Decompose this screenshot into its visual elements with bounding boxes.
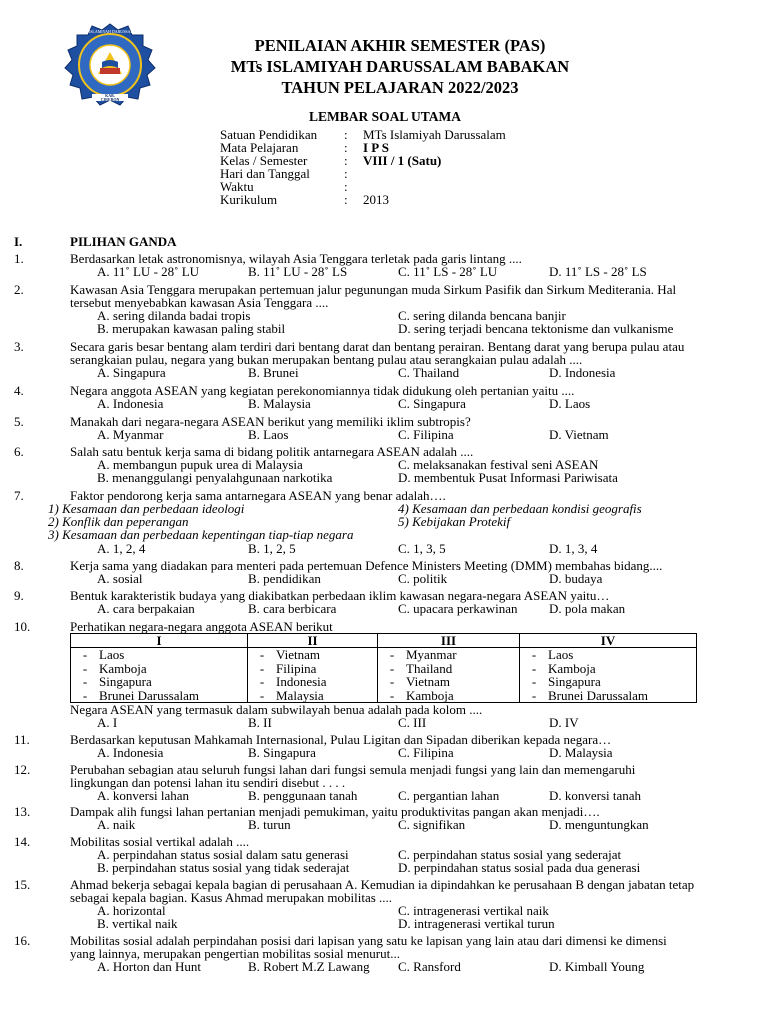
option-a: A. cara berpakaian: [97, 601, 195, 616]
list-dash: -: [531, 674, 537, 690]
country-name: Vietnam: [406, 674, 450, 690]
identity-label: Satuan Pendidikan: [220, 127, 318, 142]
option-b: B. cara berbicara: [248, 601, 337, 616]
option-a: A. Myanmar: [97, 427, 164, 442]
column-header: III: [378, 634, 520, 648]
option-c: C. politik: [398, 571, 448, 586]
list-dash: -: [82, 660, 88, 676]
identity-colon: :: [344, 153, 348, 168]
question-text: sebagai kepala bagian. Kasus Ahmad merupakan mobilitas ....: [70, 890, 393, 905]
list-dash: -: [259, 660, 265, 676]
identity-colon: :: [344, 127, 348, 142]
option-d: D. menguntungkan: [549, 817, 649, 832]
table-cell: [71, 648, 248, 703]
option-a: A. I: [97, 715, 118, 730]
list-dash: -: [259, 647, 265, 663]
option-b: B. penggunaan tanah: [248, 788, 358, 803]
section-number: I.: [14, 234, 23, 249]
option-c: C. sering dilanda bencana banjir: [398, 308, 566, 323]
question-text: Secara garis besar bentang alam terdiri dari bentang darat dan bentang perairan. Bentang darat yang berupa pulau atau: [70, 339, 685, 354]
question-text: Negara anggota ASEAN yang kegiatan perekonomiannya tidak didukung oleh pertanian yaitu ....: [70, 383, 575, 398]
country-name: Malaysia: [276, 687, 324, 703]
question-text: yang lainnya, merupakan pengertian mobilitas sosial menurut...: [70, 946, 400, 961]
option-a: A. 1, 2, 4: [97, 541, 146, 556]
option-b: B. Malaysia: [248, 396, 311, 411]
identity-value-subject: I P S: [363, 140, 390, 155]
option-d: D. konversi tanah: [549, 788, 642, 803]
country-name: Brunei Darussalam: [548, 687, 649, 703]
question-text: Ahmad bekerja sebagai kepala bagian di perusahaan A. Kemudian ia dipindahkan ke perusahaan B dengan jabatan tetap: [70, 877, 695, 892]
option-b: B. 1, 2, 5: [248, 541, 296, 556]
country-name: Laos: [99, 647, 125, 663]
question-number: 7.: [14, 488, 24, 503]
question-text: Manakah dari negara-negara ASEAN berikut yang memiliki iklim subtropis?: [70, 414, 471, 429]
country-name: Thailand: [406, 660, 453, 676]
option-c: C. Ransford: [398, 959, 461, 974]
option-c: C. upacara perkawinan: [398, 601, 518, 616]
option-b: B. pendidikan: [248, 571, 321, 586]
list-dash: -: [259, 687, 265, 703]
question-number: 12.: [14, 762, 31, 777]
table-row: [71, 648, 697, 703]
country-name: Kamboja: [99, 660, 147, 676]
identity-label: Kelas / Semester: [220, 153, 308, 168]
question-text: Mobilitas sosial adalah perpindahan posisi dari lapisan yang satu ke lapisan yang lain atau dari dimensi ke dimensi: [70, 933, 667, 948]
option-d: D. intragenerasi vertikal turun: [398, 916, 555, 931]
question-number: 15.: [14, 877, 31, 892]
option-b: B. merupakan kawasan paling stabil: [97, 321, 286, 336]
identity-value-class: VIII / 1 (Satu): [363, 153, 442, 168]
option-b: B. turun: [248, 817, 291, 832]
option-c: C. signifikan: [398, 817, 466, 832]
question-number: 10.: [14, 619, 31, 634]
list-dash: -: [531, 687, 537, 703]
question-number: 13.: [14, 804, 31, 819]
question-followup-text: Negara ASEAN yang termasuk dalam subwilayah benua adalah pada kolom ....: [70, 702, 483, 717]
list-dash: -: [531, 647, 537, 663]
question-text: Berdasarkan letak astronomisnya, wilayah Asia Tenggara terletak pada garis lintang ....: [70, 251, 522, 266]
question-text: Perubahan sebagian atau seluruh fungsi lahan dari fungsi semula menjadi fungsi yang lain dan memengaruhi: [70, 762, 636, 777]
country-name: Vietnam: [276, 647, 320, 663]
table-cell: [248, 648, 378, 703]
option-c: C. pergantian lahan: [398, 788, 500, 803]
column-header: I: [71, 634, 248, 648]
option-a: A. Singapura: [97, 365, 166, 380]
question-number: 8.: [14, 558, 24, 573]
question-text: Dampak alih fungsi lahan pertanian menjadi pemukiman, yaitu produktivitas pangan akan menjadi….: [70, 804, 600, 819]
question-text: lingkungan dan potensi lahan itu sendiri disebut . . . .: [70, 775, 346, 790]
header-title-line2: MTs ISLAMIYAH DARUSSALAM BABAKAN: [230, 57, 570, 76]
option-b: B. Singapura: [248, 745, 316, 760]
statement-item: 1) Kesamaan dan perbedaan ideologi: [48, 501, 245, 516]
question-number: 5.: [14, 414, 24, 429]
option-d: D. membentuk Pusat Informasi Pariwisata: [398, 470, 618, 485]
statement-item: 4) Kesamaan dan perbedaan kondisi geografis: [398, 501, 642, 516]
option-d: D. 1, 3, 4: [549, 541, 598, 556]
sheet-subtitle: LEMBAR SOAL UTAMA: [308, 109, 461, 124]
question-text: Salah satu bentuk kerja sama di bidang politik antarnegara ASEAN adalah ....: [70, 444, 474, 459]
option-c: C. Filipina: [398, 745, 454, 760]
section-title: PILIHAN GANDA: [70, 234, 177, 249]
statement-item: 3) Kesamaan dan perbedaan kepentingan tiap-tiap negara: [48, 527, 354, 542]
list-dash: -: [82, 687, 88, 703]
country-name: Myanmar: [406, 647, 457, 663]
question-text: Berdasarkan keputusan Mahkamah Internasional, Pulau Ligitan dan Sipadan diberikan kepada negara…: [70, 732, 612, 747]
header-title-line1: PENILAIAN AKHIR SEMESTER (PAS): [254, 36, 546, 55]
option-c: C. perpindahan status sosial yang sederajat: [398, 847, 622, 862]
option-d: D. Indonesia: [549, 365, 616, 380]
option-b: B. Brunei: [248, 365, 299, 380]
option-a: A. Indonesia: [97, 745, 164, 760]
option-a: A. Indonesia: [97, 396, 164, 411]
identity-colon: :: [344, 140, 348, 155]
list-dash: -: [389, 687, 395, 703]
option-b: B. Laos: [248, 427, 289, 442]
option-a: A. konversi lahan: [97, 788, 190, 803]
table-header-row: [71, 634, 697, 648]
identity-colon: :: [344, 166, 348, 181]
country-name: Singapura: [99, 674, 152, 690]
question-number: 14.: [14, 834, 31, 849]
question-text: Bentuk karakteristik budaya yang diakibatkan perbedaan iklim kawasan negara-negara ASEAN yaitu…: [70, 588, 610, 603]
statement-item: 2) Konflik dan peperangan: [48, 514, 189, 529]
option-b: B. 11˚ LU - 28˚ LS: [248, 264, 348, 279]
list-dash: -: [389, 647, 395, 663]
option-d: D. Laos: [549, 396, 591, 411]
asean-countries-table: [70, 633, 697, 703]
question-number: 6.: [14, 444, 24, 459]
option-a: A. membangun pupuk urea di Malaysia: [97, 457, 303, 472]
country-name: Indonesia: [276, 674, 327, 690]
option-c: C. III: [398, 715, 427, 730]
option-d: D. Vietnam: [549, 427, 609, 442]
statement-item: 5) Kebijakan Protekif: [398, 514, 511, 529]
question-text: tersebut menyebabkan kawasan Asia Tenggara ....: [70, 295, 329, 310]
option-d: D. pola makan: [549, 601, 626, 616]
option-c: C. melaksanakan festival seni ASEAN: [398, 457, 599, 472]
question-number: 1.: [14, 251, 24, 266]
option-d: D. Kimball Young: [549, 959, 645, 974]
list-dash: -: [531, 660, 537, 676]
logo-ring-text: MTs ISLAMIYAH DARUSSALAM: [80, 29, 140, 34]
list-dash: -: [389, 660, 395, 676]
header-title-line3: TAHUN PELAJARAN 2022/2023: [281, 78, 519, 97]
country-name: Kamboja: [548, 660, 596, 676]
logo-caption: KAB. CIREBON: [100, 93, 120, 102]
list-dash: -: [82, 674, 88, 690]
option-d: D. 11˚ LS - 28˚ LS: [549, 264, 647, 279]
question-number: 2.: [14, 282, 24, 297]
option-d: D. IV: [549, 715, 579, 730]
option-c: C. 1, 3, 5: [398, 541, 446, 556]
identity-label: Mata Pelajaran: [220, 140, 299, 155]
country-name: Laos: [548, 647, 574, 663]
question-text: Mobilitas sosial vertikal adalah ....: [70, 834, 250, 849]
country-name: Singapura: [548, 674, 601, 690]
question-text: Faktor pendorong kerja sama antarnegara ASEAN yang benar adalah….: [70, 488, 446, 503]
option-d: D. budaya: [549, 571, 603, 586]
question-number: 16.: [14, 933, 31, 948]
option-b: B. menanggulangi penyalahgunaan narkotika: [97, 470, 333, 485]
option-a: A. horizontal: [97, 903, 166, 918]
question-number: 4.: [14, 383, 24, 398]
list-dash: -: [82, 647, 88, 663]
option-a: A. Horton dan Hunt: [97, 959, 201, 974]
option-a: A. sering dilanda badai tropis: [97, 308, 251, 323]
country-name: Filipina: [276, 660, 317, 676]
identity-label: Kurikulum: [220, 192, 278, 207]
list-dash: -: [259, 674, 265, 690]
identity-value-curriculum: 2013: [363, 192, 389, 207]
question-number: 9.: [14, 588, 24, 603]
country-name: Brunei Darussalam: [99, 687, 200, 703]
option-a: A. 11˚ LU - 28˚ LU: [97, 264, 200, 279]
option-c: C. Singapura: [398, 396, 466, 411]
identity-colon: :: [344, 179, 348, 194]
table-cell: [378, 648, 520, 703]
option-b: B. vertikal naik: [97, 916, 178, 931]
option-d: D. perpindahan status sosial pada dua generasi: [398, 860, 641, 875]
question-text: Kerja sama yang diadakan para menteri pada pertemuan Defence Ministers Meeting (DMM) membahas bidang....: [70, 558, 663, 573]
option-b: B. II: [248, 715, 272, 730]
option-a: A. naik: [97, 817, 136, 832]
table-cell: [520, 648, 697, 703]
option-b: B. Robert M.Z Lawang: [248, 959, 370, 974]
question-text: Kawasan Asia Tenggara merupakan pertemuan jalur pegunungan muda Sirkum Pasifik dan Sirkum Mediterania. Hal: [70, 282, 677, 297]
option-b: B. perpindahan status sosial yang tidak sederajat: [97, 860, 350, 875]
list-dash: -: [389, 674, 395, 690]
identity-label: Hari dan Tanggal: [220, 166, 310, 181]
identity-colon: :: [344, 192, 348, 207]
column-header: II: [248, 634, 378, 648]
question-text: serangkaian pulau, negara yang bukan merupakan bentang pulau atau serangkaian pulau adalah ....: [70, 352, 583, 367]
option-c: C. intragenerasi vertikal naik: [398, 903, 549, 918]
question-number: 3.: [14, 339, 24, 354]
option-d: D. Malaysia: [549, 745, 613, 760]
option-c: C. Filipina: [398, 427, 454, 442]
column-header: IV: [520, 634, 697, 648]
option-d: D. sering terjadi bencana tektonisme dan vulkanisme: [398, 321, 674, 336]
option-a: A. perpindahan status sosial dalam satu generasi: [97, 847, 349, 862]
question-text: Perhatikan negara-negara anggota ASEAN berikut: [70, 619, 333, 634]
country-name: Kamboja: [406, 687, 454, 703]
identity-value-school: MTs Islamiyah Darussalam: [363, 127, 506, 142]
identity-label: Waktu: [220, 179, 254, 194]
option-a: A. sosial: [97, 571, 143, 586]
question-number: 11.: [14, 732, 30, 747]
option-c: C. 11˚ LS - 28˚ LU: [398, 264, 498, 279]
option-c: C. Thailand: [398, 365, 460, 380]
